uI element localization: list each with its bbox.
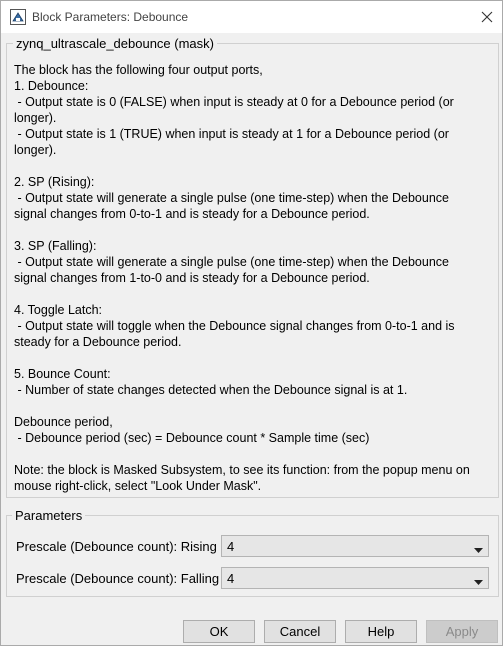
apply-button[interactable]: Apply (426, 620, 498, 643)
window-title: Block Parameters: Debounce (32, 10, 189, 24)
mask-group-label: zynq_ultrascale_debounce (mask) (13, 36, 217, 51)
chevron-down-icon (474, 575, 483, 589)
close-button[interactable] (472, 1, 502, 33)
mask-description-text: The block has the following four output ports, 1. Debounce: - Output state is 0 (FALSE) when input is steady at 0 for a Debounce period (or longer). - Output state is 1 (TRUE) when input is steady at 1 for a Debounce period (or longer). 2. SP (Rising): - Output state will generate a single pulse (one time-step) when the Debounce signal changes from 0-to-1 and is steady for a Debounce period. 3. SP (Falling): - Output state will generate a single pulse (one time-step) when the Debounce signal changes from 1-to-0 and is steady for a Debounce period. 4. Toggle Latch: - Output state will toggle when the Debounce signal changes from 0-to-1 and is steady for a Debounce period. 5. Bounce Count: - Number of state changes detected when the Debounce signal is at 1. Debounce period, - Debounce period (sec) = Debounce count * Sample time (sec) Note: the block is Masked Subsystem, to see its function: from the popup menu on mouse right-click, select "Look Under Mask". (14, 63, 470, 493)
prescale-falling-select[interactable] (221, 567, 489, 589)
help-button[interactable]: Help (345, 620, 417, 643)
mask-description-group (6, 36, 499, 498)
cancel-button[interactable]: Cancel (264, 620, 336, 643)
prescale-rising-select[interactable] (221, 535, 489, 557)
param-row-rising (16, 535, 491, 557)
close-icon (481, 11, 493, 23)
simulink-block-icon (10, 9, 26, 25)
parameters-group-label: Parameters (12, 508, 85, 523)
param-row-falling (16, 567, 491, 589)
chevron-down-icon (474, 543, 483, 557)
title-bar (1, 1, 502, 33)
prescale-rising-value: 4 (227, 539, 235, 554)
ok-button[interactable]: OK (183, 620, 255, 643)
prescale-rising-label: Prescale (Debounce count): Rising (16, 539, 217, 554)
parameters-group (6, 508, 499, 597)
prescale-falling-label: Prescale (Debounce count): Falling (16, 571, 220, 586)
prescale-falling-value: 4 (227, 571, 235, 586)
